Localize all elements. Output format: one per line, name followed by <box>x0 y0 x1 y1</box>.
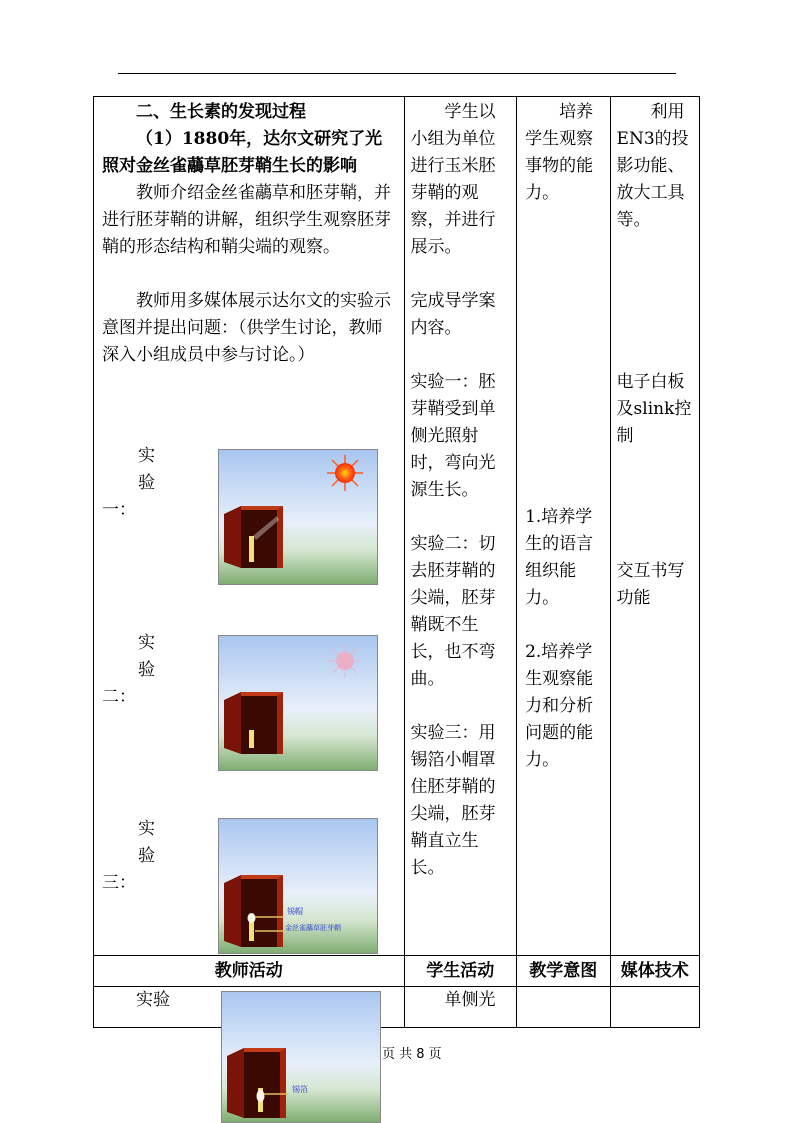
cap-label: 锡帽 <box>287 907 303 916</box>
page-footer: 页 共 8 页 <box>382 1047 442 1062</box>
sun-icon <box>336 652 354 670</box>
media-text-2: 电子白板及slink控制 <box>616 372 692 446</box>
teacher-paragraph-1: 教师介绍金丝雀虉草和胚芽鞘，并进行胚芽鞘的讲解，组织学生观察胚芽鞘的形态结构和鞘尖端的观察。 <box>102 183 391 257</box>
experiment-2-label: 实验 二： <box>102 633 155 707</box>
teacher-paragraph-2: 教师用多媒体展示达尔文的实验示意图并提出问题：（供学生讨论，教师深入小组成员中参与讨论。） <box>102 291 391 365</box>
media-tech-cell <box>610 97 699 956</box>
header-rule <box>118 73 676 74</box>
foil-label: 锡箔 <box>292 1085 308 1094</box>
media-text-3: 交互书写功能 <box>616 561 685 608</box>
student-text-4: 实验二：切去胚芽鞘的尖端，胚芽鞘既不生长，也不弯曲。 <box>410 534 496 689</box>
sun-icon <box>335 463 355 483</box>
student-text-5: 实验三：用锡箔小帽罩住胚芽鞘的尖端，胚芽鞘直立生长。 <box>410 723 496 878</box>
header-student-activity: 学生活动 <box>404 956 517 987</box>
student-text-2: 完成导学案内容。 <box>410 291 496 338</box>
experiment-3-image <box>218 818 378 954</box>
intent-text-3: 2.培养学生观察能力和分析问题的能力。 <box>525 642 594 770</box>
plant-label: 金丝雀虉草胚芽鞘 <box>285 924 341 932</box>
intent-text-2: 1.培养学生的语言组织能力。 <box>525 507 594 608</box>
section-heading: 二、生长素的发现过程 <box>136 102 306 122</box>
experiment-2-image <box>218 635 378 771</box>
last-row <box>94 987 700 1028</box>
media-text-1: 利用EN3的投影功能、放大工具等。 <box>616 102 689 230</box>
teacher-activity-cell <box>94 97 405 956</box>
experiment-1-image <box>218 449 378 585</box>
last-row-student: 单侧光 <box>444 990 496 1010</box>
teaching-intent-cell <box>517 97 610 956</box>
content-row <box>94 97 700 956</box>
experiment-4-image <box>221 991 381 1123</box>
student-text-3: 实验一：胚芽鞘受到单侧光照射时，弯向光源生长。 <box>410 372 496 500</box>
header-teacher-activity: 教师活动 <box>94 956 405 987</box>
intent-text-1: 培养学生观察事物的能力。 <box>525 102 594 203</box>
header-row <box>94 956 700 987</box>
last-row-experiment: 实验 <box>136 990 170 1010</box>
experiment-3-label: 实验 三： <box>102 819 155 893</box>
student-activity-cell <box>404 97 517 956</box>
experiment-1-label: 实验 一： <box>102 446 155 520</box>
subsection-heading: （1）1880年，达尔文研究了光照对金丝雀虉草胚芽鞘生长的影响 <box>102 129 383 176</box>
student-text-1: 学生以小组为单位进行玉米胚芽鞘的观察，并进行展示。 <box>410 102 496 257</box>
lesson-table <box>93 96 700 1028</box>
header-teaching-intent: 教学意图 <box>517 956 610 987</box>
header-media-tech: 媒体技术 <box>610 956 699 987</box>
